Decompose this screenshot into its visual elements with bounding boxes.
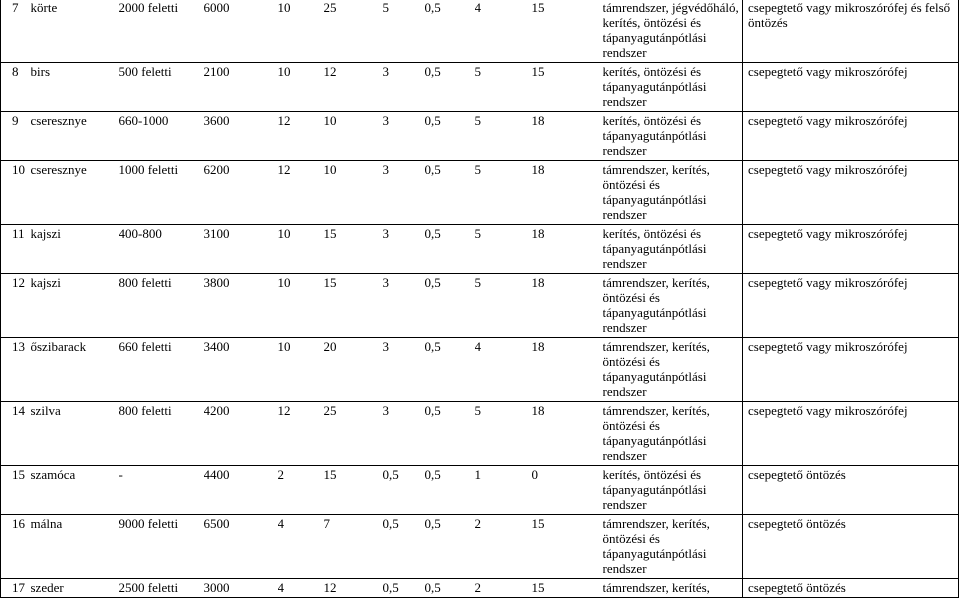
value-6: 5 xyxy=(475,274,532,338)
value-4: 0,5 xyxy=(383,579,425,598)
system-cell: támrendszer, kerítés, xyxy=(603,579,743,598)
value-2: 10 xyxy=(278,338,324,402)
value-2: 2 xyxy=(278,466,324,515)
area-range: 2500 feletti xyxy=(119,579,204,598)
value-3: 12 xyxy=(324,579,383,598)
value-4: 3 xyxy=(383,161,425,225)
row-number: 10 xyxy=(1,161,31,225)
irrigation-cell: csepegtető vagy mikroszórófej és felső öntözés xyxy=(743,0,959,63)
row-number: 9 xyxy=(1,112,31,161)
area-range: 1000 feletti xyxy=(119,161,204,225)
table-row xyxy=(1,161,959,225)
fruit-name: őszibarack xyxy=(31,338,119,402)
value-6: 4 xyxy=(475,0,532,63)
system-cell: támrendszer, kerítés, öntözési és tápanyagutánpótlási rendszer xyxy=(603,274,743,338)
fruit-name: birs xyxy=(31,63,119,112)
irrigation-cell: csepegtető vagy mikroszórófej xyxy=(743,402,959,466)
value-3: 12 xyxy=(324,63,383,112)
value-6: 4 xyxy=(475,338,532,402)
value-7: 15 xyxy=(532,63,603,112)
area-range: 2000 feletti xyxy=(119,0,204,63)
value-1: 3000 xyxy=(204,579,278,598)
value-7: 15 xyxy=(532,579,603,598)
value-1: 6200 xyxy=(204,161,278,225)
table-body xyxy=(1,0,959,598)
table-row xyxy=(1,112,959,161)
value-3: 10 xyxy=(324,161,383,225)
irrigation-cell: csepegtető öntözés xyxy=(743,515,959,579)
row-number: 12 xyxy=(1,274,31,338)
value-3: 20 xyxy=(324,338,383,402)
table-row xyxy=(1,274,959,338)
system-cell: kerítés, öntözési és tápanyagutánpótlási rendszer xyxy=(603,63,743,112)
value-2: 4 xyxy=(278,515,324,579)
fruit-name: cseresznye xyxy=(31,161,119,225)
irrigation-cell: csepegtető öntözés xyxy=(743,579,959,598)
table-row xyxy=(1,579,959,598)
table-row xyxy=(1,225,959,274)
value-6: 5 xyxy=(475,112,532,161)
value-2: 12 xyxy=(278,112,324,161)
value-5: 0,5 xyxy=(425,515,475,579)
value-4: 3 xyxy=(383,338,425,402)
value-4: 3 xyxy=(383,402,425,466)
system-cell: támrendszer, jégvédőháló, kerítés, öntözési és tápanyagutánpótlási rendszer xyxy=(603,0,743,63)
value-4: 3 xyxy=(383,225,425,274)
value-6: 1 xyxy=(475,466,532,515)
value-6: 2 xyxy=(475,579,532,598)
value-2: 12 xyxy=(278,402,324,466)
value-1: 3100 xyxy=(204,225,278,274)
value-3: 7 xyxy=(324,515,383,579)
row-number: 13 xyxy=(1,338,31,402)
fruit-name: szamóca xyxy=(31,466,119,515)
fruit-name: szilva xyxy=(31,402,119,466)
fruit-name: szeder xyxy=(31,579,119,598)
value-4: 3 xyxy=(383,112,425,161)
value-5: 0,5 xyxy=(425,161,475,225)
value-7: 0 xyxy=(532,466,603,515)
value-5: 0,5 xyxy=(425,402,475,466)
area-range: 660 feletti xyxy=(119,338,204,402)
value-6: 5 xyxy=(475,225,532,274)
value-1: 3400 xyxy=(204,338,278,402)
table-row xyxy=(1,63,959,112)
row-number: 8 xyxy=(1,63,31,112)
row-number: 14 xyxy=(1,402,31,466)
value-5: 0,5 xyxy=(425,225,475,274)
irrigation-cell: csepegtető vagy mikroszórófej xyxy=(743,112,959,161)
area-range: 9000 feletti xyxy=(119,515,204,579)
system-cell: támrendszer, kerítés, öntözési és tápanyagutánpótlási rendszer xyxy=(603,515,743,579)
irrigation-cell: csepegtető vagy mikroszórófej xyxy=(743,63,959,112)
value-1: 4200 xyxy=(204,402,278,466)
area-range: - xyxy=(119,466,204,515)
irrigation-cell: csepegtető vagy mikroszórófej xyxy=(743,225,959,274)
table-row xyxy=(1,338,959,402)
irrigation-cell: csepegtető öntözés xyxy=(743,466,959,515)
value-1: 2100 xyxy=(204,63,278,112)
value-7: 18 xyxy=(532,274,603,338)
value-1: 3800 xyxy=(204,274,278,338)
value-3: 25 xyxy=(324,0,383,63)
value-5: 0,5 xyxy=(425,0,475,63)
row-number: 15 xyxy=(1,466,31,515)
value-5: 0,5 xyxy=(425,466,475,515)
value-6: 5 xyxy=(475,161,532,225)
value-2: 12 xyxy=(278,161,324,225)
value-3: 15 xyxy=(324,225,383,274)
value-7: 15 xyxy=(532,515,603,579)
value-5: 0,5 xyxy=(425,338,475,402)
irrigation-cell: csepegtető vagy mikroszórófej xyxy=(743,161,959,225)
value-5: 0,5 xyxy=(425,112,475,161)
table-row xyxy=(1,0,959,63)
value-5: 0,5 xyxy=(425,63,475,112)
value-3: 15 xyxy=(324,466,383,515)
area-range: 800 feletti xyxy=(119,402,204,466)
area-range: 400-800 xyxy=(119,225,204,274)
fruit-name: cseresznye xyxy=(31,112,119,161)
value-3: 10 xyxy=(324,112,383,161)
value-6: 5 xyxy=(475,402,532,466)
value-2: 4 xyxy=(278,579,324,598)
fruit-name: kajszi xyxy=(31,274,119,338)
value-2: 10 xyxy=(278,225,324,274)
irrigation-cell: csepegtető vagy mikroszórófej xyxy=(743,338,959,402)
area-range: 660-1000 xyxy=(119,112,204,161)
value-1: 6500 xyxy=(204,515,278,579)
row-number: 16 xyxy=(1,515,31,579)
fruit-name: körte xyxy=(31,0,119,63)
value-7: 18 xyxy=(532,225,603,274)
value-3: 25 xyxy=(324,402,383,466)
fruit-name: málna xyxy=(31,515,119,579)
system-cell: támrendszer, kerítés, öntözési és tápanyagutánpótlási rendszer xyxy=(603,338,743,402)
value-1: 6000 xyxy=(204,0,278,63)
area-range: 500 feletti xyxy=(119,63,204,112)
value-7: 18 xyxy=(532,161,603,225)
fruit-name: kajszi xyxy=(31,225,119,274)
value-7: 15 xyxy=(532,0,603,63)
value-5: 0,5 xyxy=(425,579,475,598)
value-2: 10 xyxy=(278,63,324,112)
value-3: 15 xyxy=(324,274,383,338)
value-4: 0,5 xyxy=(383,466,425,515)
value-7: 18 xyxy=(532,402,603,466)
value-6: 2 xyxy=(475,515,532,579)
value-4: 3 xyxy=(383,274,425,338)
system-cell: támrendszer, kerítés, öntözési és tápanyagutánpótlási rendszer xyxy=(603,161,743,225)
value-5: 0,5 xyxy=(425,274,475,338)
value-4: 3 xyxy=(383,63,425,112)
row-number: 11 xyxy=(1,225,31,274)
table-row xyxy=(1,402,959,466)
system-cell: kerítés, öntözési és tápanyagutánpótlási rendszer xyxy=(603,112,743,161)
value-4: 5 xyxy=(383,0,425,63)
value-2: 10 xyxy=(278,0,324,63)
system-cell: kerítés, öntözési és tápanyagutánpótlási rendszer xyxy=(603,225,743,274)
irrigation-cell: csepegtető vagy mikroszórófej xyxy=(743,274,959,338)
value-7: 18 xyxy=(532,338,603,402)
value-1: 3600 xyxy=(204,112,278,161)
value-1: 4400 xyxy=(204,466,278,515)
system-cell: támrendszer, kerítés, öntözési és tápanyagutánpótlási rendszer xyxy=(603,402,743,466)
value-6: 5 xyxy=(475,63,532,112)
row-number: 17 xyxy=(1,579,31,598)
table-row xyxy=(1,515,959,579)
value-7: 18 xyxy=(532,112,603,161)
row-number: 7 xyxy=(1,0,31,63)
table-row xyxy=(1,466,959,515)
value-4: 0,5 xyxy=(383,515,425,579)
system-cell: kerítés, öntözési és tápanyagutánpótlási rendszer xyxy=(603,466,743,515)
area-range: 800 feletti xyxy=(119,274,204,338)
value-2: 10 xyxy=(278,274,324,338)
